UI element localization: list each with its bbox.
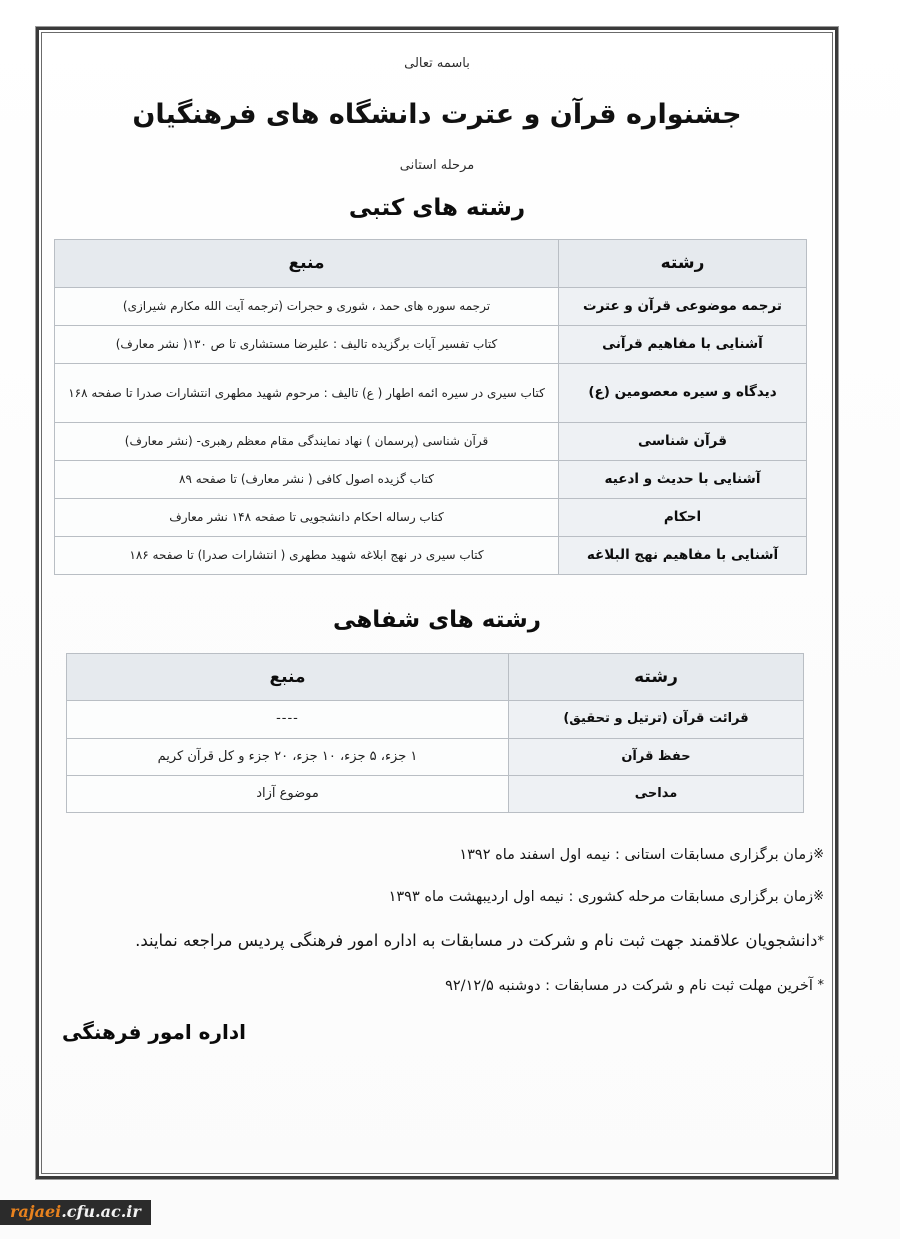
cell-field: قرائت قرآن (ترتیل و تحقیق) (509, 701, 804, 738)
watermark-name: rajaei (10, 1202, 62, 1221)
table-row (55, 287, 807, 325)
note-marker: ※ (813, 888, 824, 904)
cell-field: ترجمه موضوعی قرآن و عترت (559, 287, 807, 325)
section-title-oral: رشته های شفاهی (333, 606, 541, 633)
cell-field: احکام (559, 498, 807, 536)
notes-list (46, 847, 828, 994)
table-header-row (67, 653, 804, 701)
note-text: زمان برگزاری مسابقات استانی : نیمه اول اسفند ماه ۱۳۹۲ (459, 846, 814, 863)
table-row (55, 325, 807, 363)
cell-field: آشنایی با مفاهیم نهج البلاغه (559, 536, 807, 574)
page-title: جشنواره قرآن و عترت دانشگاه های فرهنگیان (132, 99, 742, 130)
section-title-written: رشته های کتبی (348, 195, 526, 221)
cell-field: آشنایی با حدیث و ادعیه (559, 460, 807, 498)
cell-source: کتاب سیری در نهج ابلاغه شهید مطهری ( انتشارات صدرا) تا صفحه ۱۸۶ (55, 536, 559, 574)
signature-text: اداره امور فرهنگی (62, 1019, 246, 1044)
cell-source: کتاب رساله احکام دانشجویی تا صفحه ۱۴۸ نشر معارف (55, 498, 559, 536)
stage-subtitle: مرحله استانی (399, 158, 475, 173)
table-row (55, 460, 807, 498)
written-fields-table (54, 239, 807, 575)
note-item (52, 847, 828, 863)
cell-source: قرآن شناسی (پرسمان ) نهاد نمایندگی مقام معظم رهبری- (نشر معارف) (55, 422, 559, 460)
column-header-field: رشته (559, 240, 807, 288)
note-marker: * (817, 977, 824, 993)
table-row (67, 701, 804, 738)
column-header-source: منبع (55, 240, 559, 288)
site-watermark (0, 1200, 151, 1225)
note-marker: * (817, 933, 824, 949)
table-header-row (55, 240, 807, 288)
note-item (52, 978, 828, 994)
cell-source: کتاب تفسیر آیات برگزیده تالیف : علیرضا مستشاری تا ص ۱۳۰( نشر معارف) (55, 325, 559, 363)
note-text: دانشجویان علاقمند جهت ثبت نام و شرکت در مسابقات به اداره امور فرهنگی پردیس مراجعه نمایند. (135, 930, 818, 950)
cell-field: حفظ قرآن (509, 738, 804, 775)
oral-fields-table (66, 653, 804, 813)
note-item (52, 889, 828, 905)
watermark-domain: .cfu.ac.ir (61, 1202, 141, 1221)
cell-source: ۱ جزء، ۵ جزء، ۱۰ جزء، ۲۰ جزء و کل قرآن کریم (67, 738, 509, 775)
cell-field: قرآن شناسی (559, 422, 807, 460)
table-row (55, 363, 807, 422)
bismillah-line: باسمه تعالی (404, 56, 470, 71)
column-header-source: منبع (67, 653, 509, 701)
table-row (55, 498, 807, 536)
note-text: زمان برگزاری مسابقات مرحله کشوری : نیمه اول اردیبهشت ماه ۱۳۹۳ (388, 888, 814, 905)
cell-source: ترجمه سوره های حمد ، شوری و حجرات (ترجمه آیت الله مکارم شیرازی) (55, 287, 559, 325)
cell-source: کتاب گزیده اصول کافی ( نشر معارف) تا صفحه ۸۹ (55, 460, 559, 498)
cell-source: کتاب سیری در سیره ائمه اطهار ( ع) تالیف : مرحوم شهید مطهری انتشارات صدرا تا صفحه ۱۶۸ (55, 363, 559, 422)
table-row (67, 775, 804, 812)
table-row (67, 738, 804, 775)
cell-field: مداحی (509, 775, 804, 812)
cell-field: آشنایی با مفاهیم قرآنی (559, 325, 807, 363)
document-content (46, 37, 828, 1169)
cell-field: دیدگاه و سیره معصومین (ع) (559, 363, 807, 422)
table-row (55, 536, 807, 574)
note-marker: ※ (813, 846, 824, 862)
note-text: آخرین مهلت ثبت نام و شرکت در مسابقات : دوشنبه ۹۲/۱۲/۵ (445, 977, 818, 994)
note-item (52, 931, 828, 950)
cell-source: ---- (67, 701, 509, 738)
column-header-field: رشته (509, 653, 804, 701)
cell-source: موضوع آزاد (67, 775, 509, 812)
table-row (55, 422, 807, 460)
